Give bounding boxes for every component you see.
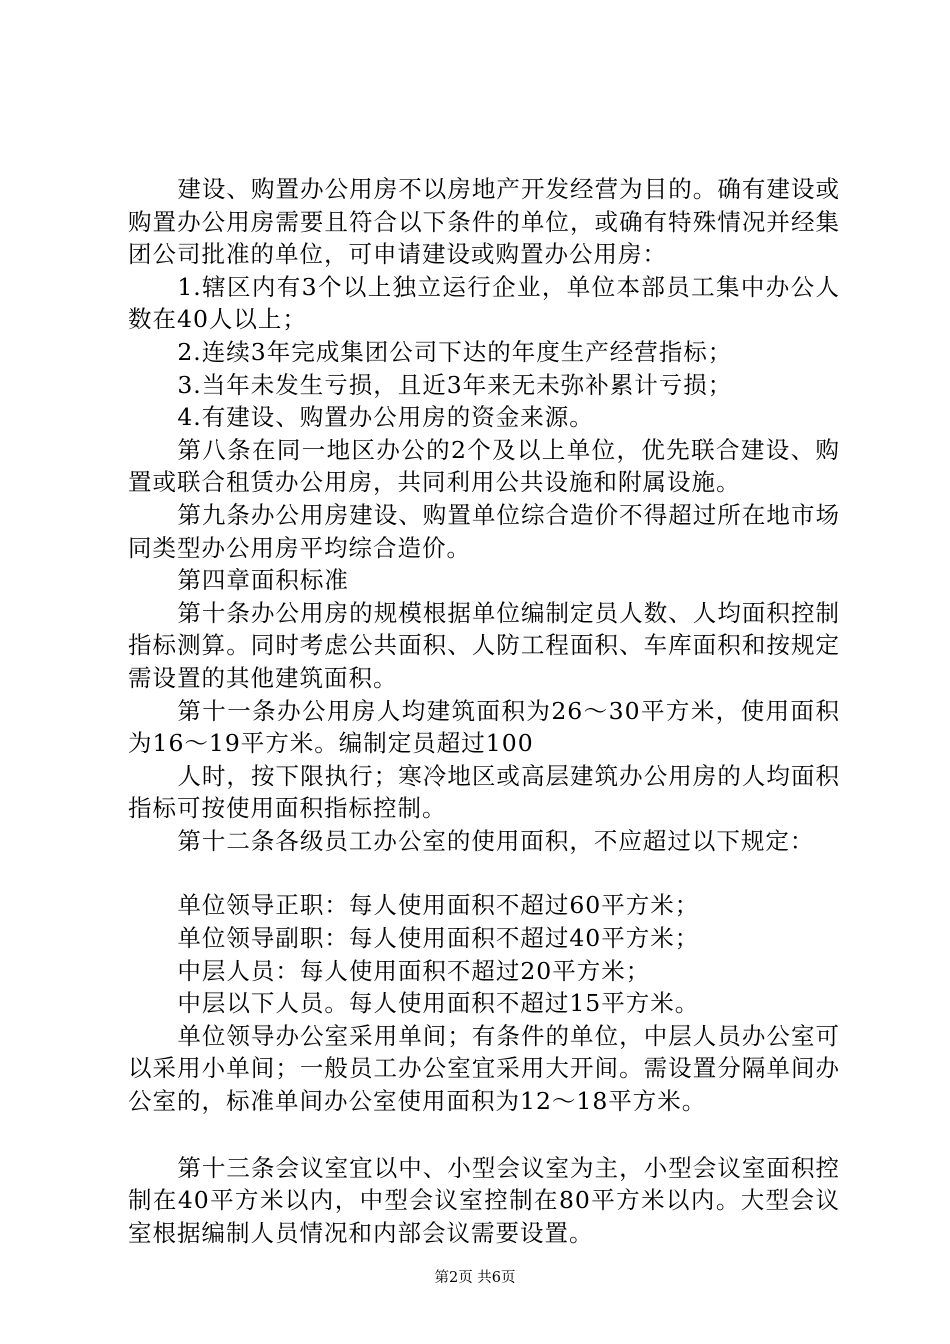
article-10: 第十条办公用房的规模根据单位编制定员人数、人均面积控制指标测算。同时考虑公共面积、人防工程面积、车库面积和按规定需设置的其他建筑面积。: [128, 598, 840, 692]
condition-3: 3.当年未发生亏损，且近3年来无未弥补累计亏损；: [177, 370, 733, 399]
spacer: [128, 1118, 840, 1152]
paragraph-purpose: 建设、购置办公用房不以房地产开发经营为目的。确有建设或购置办公用房需要且符合以下条件的单位，或确有特殊情况并经集团公司批准的单位，可申请建设或购置办公用房：: [128, 175, 840, 269]
article-11-continued: 人时，按下限执行；寒冷地区或高层建筑办公用房的人均面积指标可按使用面积指标控制。: [128, 761, 840, 823]
rule-below-middle: 中层以下人员。每人使用面积不超过15平方米。: [177, 989, 700, 1018]
document-body: [128, 173, 840, 1249]
article-9: 第九条办公用房建设、购置单位综合造价不得超过所在地市场同类型办公用房平均综合造价。: [128, 500, 840, 562]
article-12: 第十二条各级员工办公室的使用面积，不应超过以下规定：: [177, 826, 815, 855]
rule-leader-principal: 单位领导正职：每人使用面积不超过60平方米；: [177, 891, 700, 920]
article-13: 第十三条会议室宜以中、小型会议室为主，小型会议室面积控制在40平方米以内，中型会议室控制在80平方米以内。大型会议室根据编制人员情况和内部会议需要设置。: [128, 1153, 840, 1247]
condition-2: 2.连续3年完成集团公司下达的年度生产经营指标；: [177, 337, 733, 366]
office-layout-rule: 单位领导办公室采用单间；有条件的单位，中层人员办公室可以采用小单间；一般员工办公室宜采用大开间。需设置分隔单间办公室的，标准单间办公室使用面积为12～18平方米。: [128, 1021, 840, 1116]
rule-leader-deputy: 单位领导副职：每人使用面积不超过40平方米；: [177, 924, 700, 953]
page-number: 第2页 共6页: [434, 1270, 516, 1286]
rule-middle-staff: 中层人员：每人使用面积不超过20平方米；: [177, 956, 651, 985]
condition-4: 4.有建设、购置办公用房的资金来源。: [177, 403, 594, 432]
article-8: 第八条在同一地区办公的2个及以上单位，优先联合建设、购置或联合租赁办公用房，共同利用公共设施和附属设施。: [128, 435, 840, 497]
condition-1: 1.辖区内有3个以上独立运行企业，单位本部员工集中办公人数在40人以上；: [128, 272, 840, 334]
spacer: [128, 857, 840, 889]
chapter-4-heading: 第四章面积标准: [177, 566, 349, 595]
article-11: 第十一条办公用房人均建筑面积为26～30平方米，使用面积为16～19平方米。编制定员超过100: [128, 696, 840, 758]
